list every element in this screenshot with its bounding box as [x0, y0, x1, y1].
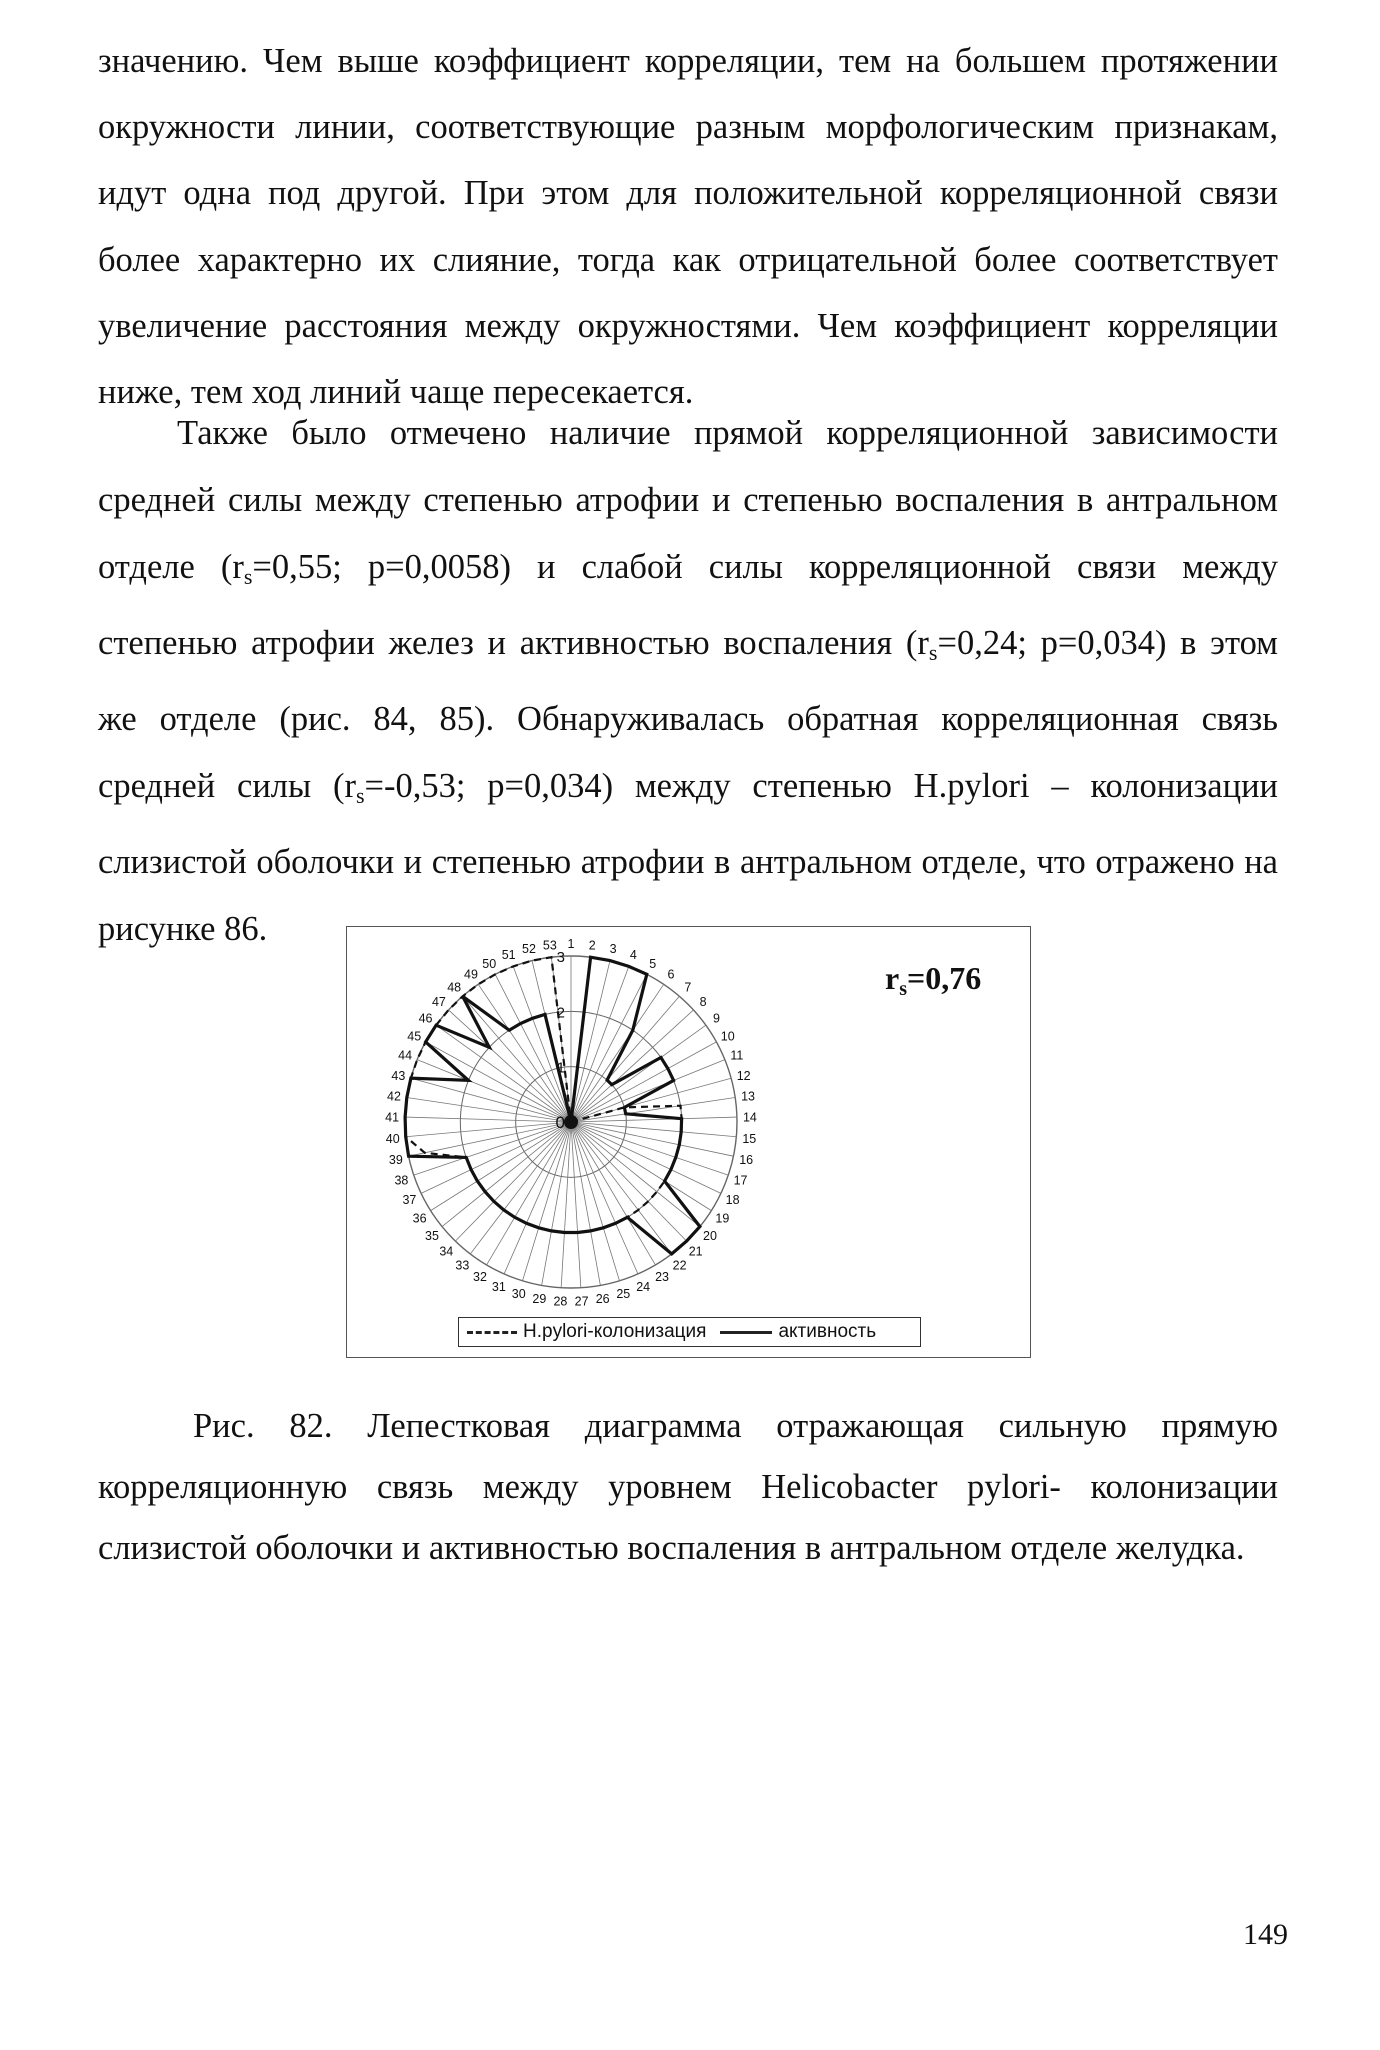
category-label-6: 6 — [667, 967, 675, 982]
paragraph-2-text-3: =0,24; p=0,034) в этом же отделе (рис. 84, 85). Обнаруживалась обратная корреляционная связь средней силы (r — [98, 624, 1278, 805]
category-label-27: 27 — [574, 1294, 589, 1309]
category-label-26: 26 — [595, 1292, 610, 1307]
radar-chart-figure — [346, 926, 1031, 1358]
category-label-36: 36 — [412, 1211, 427, 1226]
grid-spoke-40 — [406, 1122, 571, 1137]
category-label-13: 13 — [741, 1089, 755, 1104]
category-label-11: 11 — [730, 1048, 744, 1063]
chart-legend — [458, 1317, 921, 1347]
category-label-2: 2 — [588, 938, 596, 953]
category-label-35: 35 — [425, 1228, 439, 1243]
radial-tick-label-2: 2 — [556, 1004, 565, 1022]
grid-spoke-38 — [414, 1122, 571, 1175]
grid-spoke-50 — [495, 974, 571, 1122]
category-label-1: 1 — [567, 937, 575, 951]
category-label-29: 29 — [532, 1292, 547, 1307]
grid-spoke-39 — [409, 1122, 571, 1156]
category-label-22: 22 — [672, 1258, 687, 1273]
category-label-40: 40 — [385, 1131, 400, 1146]
category-label-12: 12 — [736, 1068, 751, 1083]
rs-subscript: s — [899, 978, 907, 1000]
grid-spoke-24 — [571, 1122, 638, 1274]
grid-spoke-22 — [571, 1122, 672, 1254]
category-label-25: 25 — [616, 1287, 631, 1302]
category-label-46: 46 — [418, 1011, 433, 1026]
category-label-10: 10 — [720, 1029, 735, 1044]
grid-spoke-31 — [504, 1122, 571, 1274]
grid-spoke-19 — [571, 1122, 711, 1211]
grid-spoke-41 — [405, 1117, 571, 1122]
category-label-9: 9 — [712, 1011, 720, 1026]
category-label-15: 15 — [742, 1131, 757, 1146]
category-label-20: 20 — [703, 1228, 717, 1243]
grid-spoke-28 — [561, 1122, 571, 1288]
category-label-42: 42 — [387, 1089, 401, 1104]
category-label-39: 39 — [388, 1152, 403, 1167]
grid-spoke-33 — [470, 1122, 571, 1254]
paragraph-2-subscript-3: s — [355, 783, 365, 808]
category-label-23: 23 — [655, 1270, 669, 1285]
legend-solid-line-icon — [720, 1331, 772, 1334]
grid-spoke-17 — [571, 1122, 728, 1175]
grid-spoke-51 — [513, 966, 571, 1122]
category-label-7: 7 — [684, 980, 692, 995]
paragraph-2-subscript-1: s — [243, 564, 253, 589]
radial-tick-label-3: 3 — [556, 949, 565, 966]
category-label-24: 24 — [636, 1279, 651, 1294]
category-label-33: 33 — [455, 1258, 470, 1273]
category-label-8: 8 — [699, 995, 707, 1010]
grid-spoke-34 — [455, 1122, 571, 1241]
category-label-31: 31 — [491, 1279, 506, 1294]
category-label-19: 19 — [715, 1211, 730, 1226]
grid-spoke-36 — [431, 1122, 571, 1211]
paragraph-2-subscript-2: s — [928, 640, 938, 665]
category-label-41: 41 — [385, 1110, 400, 1125]
correlation-coefficient-label — [885, 960, 981, 1001]
legend-series-2-label: активность — [778, 1321, 877, 1342]
grid-spoke-27 — [571, 1122, 581, 1288]
category-label-37: 37 — [402, 1192, 417, 1207]
category-label-16: 16 — [739, 1152, 754, 1167]
category-label-28: 28 — [553, 1294, 568, 1309]
category-label-34: 34 — [439, 1244, 454, 1259]
paragraph-2-text-2: =0,55; p=0,0058) и слабой силы корреляционной связи между степенью атрофии желез и активностью воспаления (r — [98, 548, 1278, 662]
grid-spoke-11 — [571, 1060, 725, 1122]
grid-spoke-42 — [407, 1097, 571, 1122]
radial-tick-label-1: 1 — [556, 1059, 565, 1077]
category-label-51: 51 — [501, 948, 516, 963]
page-number: 149 — [1243, 1918, 1288, 1951]
category-label-43: 43 — [391, 1068, 406, 1083]
rs-value: =0,76 — [907, 960, 982, 996]
paragraph-2-text-1: Также было отмечено наличие прямой корреляционной зависимости средней силы между степенью атрофии и степенью воспаления в антральном отделе (r — [98, 414, 1278, 586]
category-label-50: 50 — [482, 956, 497, 971]
paragraph-2 — [98, 400, 1278, 963]
category-label-18: 18 — [725, 1192, 740, 1207]
category-label-14: 14 — [742, 1110, 757, 1125]
category-label-47: 47 — [431, 995, 446, 1010]
legend-dashed-line-icon — [467, 1331, 517, 1334]
grid-spoke-10 — [571, 1042, 716, 1122]
paragraph-2-text-4: =-0,53; p=0,034) между степенью H.pylori – колонизации слизистой оболочки и степенью атрофии в антральном отделе, что отражено на рисунке 86. — [98, 767, 1278, 948]
category-label-5: 5 — [649, 956, 657, 971]
category-label-30: 30 — [511, 1287, 526, 1302]
category-label-38: 38 — [394, 1173, 409, 1188]
category-label-44: 44 — [398, 1048, 413, 1063]
grid-spoke-45 — [426, 1042, 571, 1122]
category-label-53: 53 — [542, 938, 557, 953]
category-label-17: 17 — [733, 1173, 748, 1188]
category-label-52: 52 — [522, 942, 536, 957]
grid-spoke-15 — [571, 1122, 736, 1137]
category-label-45: 45 — [407, 1029, 422, 1044]
radial-tick-label-0: 0 — [555, 1113, 565, 1132]
category-label-4: 4 — [629, 948, 637, 963]
category-label-3: 3 — [609, 942, 617, 957]
category-label-48: 48 — [447, 980, 462, 995]
legend-series-1-label: H.pylori-колонизация — [523, 1321, 707, 1342]
category-label-32: 32 — [473, 1270, 487, 1285]
grid-spoke-16 — [571, 1122, 733, 1156]
category-label-21: 21 — [688, 1244, 703, 1259]
grid-spoke-21 — [571, 1122, 687, 1241]
grid-spoke-44 — [417, 1060, 571, 1122]
category-label-49: 49 — [464, 967, 478, 982]
rs-r: r — [885, 960, 900, 996]
grid-spoke-13 — [571, 1097, 735, 1122]
figure-caption: Рис. 82. Лепестковая диаграмма отражающая сильную прямую корреляционную связь между уровнем Helicobacter pylori- колонизации слизистой оболочки и активностью воспаления в антральном отделе желудка. — [98, 1407, 1278, 1567]
paragraph-1: значению. Чем выше коэффициент корреляции, тем на большем протяжении окружности линии, соответствующие разным морфологическим признакам, идут одна под другой. При этом для положительной корреляционной связи более характерно их слияние, тогда как отрицательной более соответствует увеличение расстояния между окружностями. Чем коэффициент корреляции ниже, тем ход линий чаще пересекается. — [98, 42, 1278, 412]
